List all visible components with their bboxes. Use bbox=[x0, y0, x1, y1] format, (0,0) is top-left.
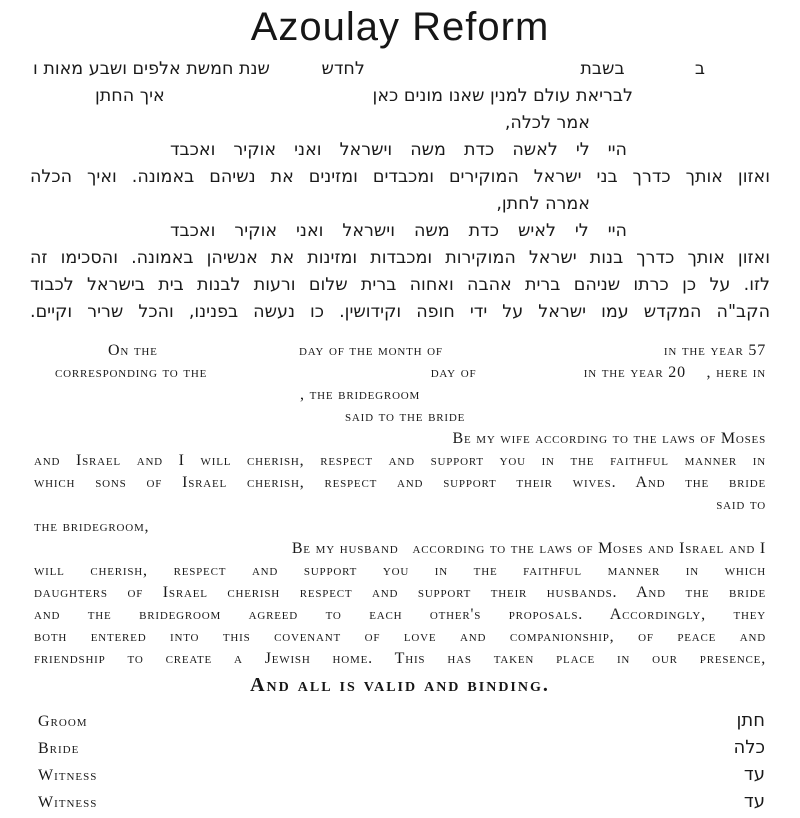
hebrew-groom-support-line: ואזון אותך כדרך בני ישראל המוקירים ומכבדים ומזינים את נשיהם באמונה. ואיך הכלה bbox=[30, 167, 770, 187]
witness2-signature-hebrew: עד bbox=[743, 791, 765, 812]
english-text-section bbox=[0, 340, 800, 670]
blank-city-hebrew bbox=[165, 100, 373, 101]
groom-signature-label: Groom bbox=[38, 713, 88, 730]
english-the-bridegroom: the bridegroom, bbox=[34, 518, 150, 535]
english-day-month-of: day of the month of bbox=[298, 342, 443, 359]
page-title: Azoulay Reform bbox=[250, 5, 550, 49]
bride-signature-hebrew: כלה bbox=[733, 737, 765, 758]
signature-row-witness-1 bbox=[0, 764, 800, 791]
blank-small-gap bbox=[399, 552, 413, 553]
english-day-of: day of bbox=[430, 364, 477, 381]
english-corresponding-line bbox=[55, 362, 766, 384]
english-year-hebrew-calendar: in the year 57 bbox=[663, 342, 766, 359]
english-groom-vow-2: and Israel and I will cherish, respect and support you in the faithful manner in bbox=[34, 452, 766, 469]
english-covenant-3: friendship to create a Jewish home. This has taken place in our presence, bbox=[34, 650, 766, 667]
hebrew-creation-phrase: לבריאת עולם למנין שאנו מונים כאן bbox=[372, 86, 633, 106]
english-corresponding-to: corresponding to the bbox=[55, 364, 208, 381]
blank-civil-day bbox=[207, 376, 431, 377]
hebrew-lachodesh: לחדש bbox=[321, 59, 365, 79]
signature-row-witness-2 bbox=[0, 791, 800, 818]
bride-signature-label: Bride bbox=[38, 740, 80, 757]
hebrew-besabbat: בשבת bbox=[580, 59, 625, 79]
hebrew-valid-line: הקב"ה המקדש עמו ישראל על ידי חופה וקידושין. כו נעשה בפנינו, והכל שריר וקיים. bbox=[30, 302, 770, 322]
hebrew-place-line bbox=[95, 83, 633, 110]
signature-row-groom bbox=[0, 710, 800, 737]
english-be-my-husband: Be my husband bbox=[291, 540, 399, 557]
signature-section bbox=[0, 710, 800, 818]
hebrew-groom-vow: היי לי לאשה כדת משה וישראל ואני אוקיר ואכבד bbox=[170, 140, 627, 160]
english-date-line bbox=[108, 340, 766, 362]
english-groom-vow-start: Be my wife according to the laws of Moses bbox=[452, 430, 766, 447]
english-bride-vow-3: daughters of Israel cherish respect and support their husbands. And the bride bbox=[34, 584, 766, 601]
hebrew-groom-phrase: איך החתן bbox=[95, 86, 165, 106]
english-here-in: , here in bbox=[706, 364, 766, 381]
witness2-signature-label: Witness bbox=[38, 794, 98, 811]
witness1-signature-label: Witness bbox=[38, 767, 98, 784]
hebrew-text-section bbox=[0, 56, 800, 326]
english-groom-vow-3: which sons of Israel cherish, respect and support their wives. And the bride bbox=[34, 474, 766, 491]
english-bridegroom-line: , the bridegroom bbox=[300, 386, 421, 403]
blank-day-of-week bbox=[625, 73, 695, 74]
witness1-signature-hebrew: עד bbox=[743, 764, 765, 785]
hebrew-date-line bbox=[33, 56, 705, 83]
hebrew-said-to-groom: אמרה לחתן, bbox=[496, 194, 590, 214]
english-according-laws: according to the laws of Moses and Israel and I bbox=[412, 540, 766, 557]
blank-month-english bbox=[443, 354, 664, 355]
closing-statement: And all is valid and binding. bbox=[250, 674, 550, 696]
hebrew-said-to-bride: אמר לכלה, bbox=[504, 113, 590, 133]
english-year-civil: in the year 20 bbox=[583, 364, 686, 381]
hebrew-bride-support-line: ואזון אותך כדרך בנות ישראל המוקירות ומכבדות ומזינות את אנשיהן באמונה. והסכימו זה bbox=[30, 248, 770, 268]
signature-row-bride bbox=[0, 737, 800, 764]
english-bride-vow-start bbox=[34, 538, 766, 560]
hebrew-bride-vow: היי לי לאיש כדת משה וישראל ואני אוקיר ואכבד bbox=[170, 221, 627, 241]
blank-month-name bbox=[270, 73, 322, 74]
english-on-the: On the bbox=[108, 342, 158, 359]
english-covenant-1: and the bridegroom agreed to each other's proposals. Accordingly, they bbox=[34, 606, 766, 623]
hebrew-covenant-line: לזו. על כן כרתו שניהם ברית אהבה ואחוה ברית שלום ורעות לבנות בית בישראל לכבוד bbox=[30, 275, 770, 295]
blank-day-english bbox=[158, 354, 299, 355]
english-said-to-bride: said to the bride bbox=[345, 408, 466, 425]
hebrew-day-prefix: ב bbox=[694, 59, 705, 79]
groom-signature-hebrew: חתן bbox=[736, 710, 765, 731]
blank-day-of-month bbox=[365, 73, 581, 74]
english-bride-vow-2: will cherish, respect and support you in the faithful manner in which bbox=[34, 562, 766, 579]
english-covenant-2: both entered into this covenant of love and companionship, of peace and bbox=[34, 628, 766, 645]
blank-civil-year-suffix bbox=[686, 376, 707, 377]
english-said-to: said to bbox=[716, 496, 766, 513]
hebrew-year-phrase: שנת חמשת אלפים ושבע מאות ו bbox=[33, 59, 270, 79]
blank-civil-month bbox=[476, 376, 583, 377]
